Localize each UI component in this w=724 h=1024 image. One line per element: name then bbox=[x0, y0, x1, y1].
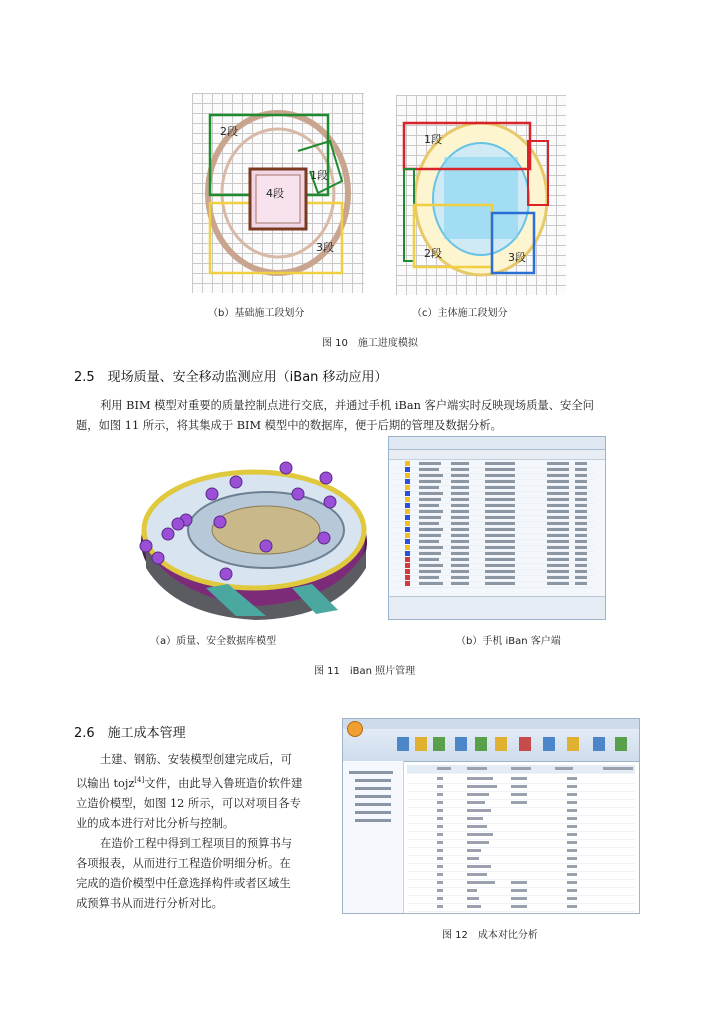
toolbar-icon bbox=[519, 737, 531, 751]
paragraph-line: 土建、钢筋、安装模型创建完成后，可 bbox=[100, 753, 293, 766]
stage-3-label: 3段 bbox=[508, 251, 526, 264]
paragraph-text: 文件，由此导入鲁班造价软件建 bbox=[144, 776, 303, 790]
paragraph-line: 成预算书从而进行分析对比。 bbox=[76, 896, 223, 910]
fig12-caption: 图 12 成本对比分析 bbox=[442, 930, 538, 941]
toolbar-icon bbox=[567, 737, 579, 751]
stage-1-label: 1段 bbox=[310, 169, 328, 182]
fig10-caption: 图 10 施工进度模拟 bbox=[322, 338, 418, 349]
toolbar-icon bbox=[495, 737, 507, 751]
fig10-sub-b-caption: （b）基础施工段划分 bbox=[208, 308, 305, 319]
toolbar-icon bbox=[415, 737, 427, 751]
section-2-5-heading: 2.5 现场质量、安全移动监测应用（iBan 移动应用） bbox=[74, 370, 388, 385]
software-ribbon bbox=[343, 719, 639, 762]
foundation-stage-figure bbox=[192, 93, 364, 293]
stage-4-label: 4段 bbox=[266, 187, 284, 200]
app-logo-icon bbox=[347, 721, 363, 737]
cost-software-screenshot bbox=[342, 718, 640, 914]
window-title-bar bbox=[389, 437, 605, 450]
section-2-6-heading: 2.6 施工成本管理 bbox=[74, 726, 186, 741]
section-2-6-paragraph bbox=[76, 750, 326, 914]
main-structure-stage-drawing bbox=[396, 95, 566, 295]
table-header bbox=[389, 450, 605, 460]
main-structure-stage-figure bbox=[396, 95, 566, 295]
toolbar-icon bbox=[593, 737, 605, 751]
toolbar-icon bbox=[475, 737, 487, 751]
stage-3-label: 3段 bbox=[316, 241, 334, 254]
citation-ref: [4] bbox=[134, 776, 145, 784]
fig11-caption: 图 11 iBan 照片管理 bbox=[314, 666, 416, 677]
stage-2-label: 2段 bbox=[424, 247, 442, 260]
project-tree bbox=[343, 761, 404, 913]
paragraph-line: 完成的造价模型中任意选择构件或者区域生 bbox=[76, 876, 291, 890]
paragraph-text: 以输出 tojz bbox=[76, 776, 135, 790]
toolbar-icon bbox=[615, 737, 627, 751]
toolbar-icon bbox=[455, 737, 467, 751]
iban-client-screenshot bbox=[388, 436, 606, 620]
section-2-5-paragraph bbox=[76, 396, 648, 436]
paragraph-line bbox=[76, 770, 326, 794]
toolbar-icon bbox=[433, 737, 445, 751]
stage-2-label: 2段 bbox=[220, 125, 238, 138]
paragraph-line: 在造价工程中得到工程项目的预算书与 bbox=[100, 836, 293, 850]
toolbar-icon bbox=[397, 737, 409, 751]
quality-safety-model-figure bbox=[116, 438, 374, 620]
paragraph-line: 各项报表，从而进行工程造价明细分析。在 bbox=[76, 856, 291, 870]
toolbar-icon bbox=[543, 737, 555, 751]
fig11-sub-a-caption: （a）质量、安全数据库模型 bbox=[150, 636, 277, 647]
fig11-sub-b-caption: （b）手机 iBan 客户端 bbox=[456, 636, 561, 647]
paragraph-line: 题，如图 11 所示，将其集成于 BIM 模型中的数据库，便于后期的管理及数据分析。 bbox=[76, 419, 502, 432]
fig10-sub-c-caption: （c）主体施工段划分 bbox=[412, 308, 508, 319]
paragraph-line: 业的成本进行对比分析与控制。 bbox=[76, 816, 235, 830]
window-footer bbox=[389, 596, 605, 619]
table-body bbox=[389, 461, 605, 593]
stage-1-label: 1段 bbox=[424, 133, 442, 146]
stadium-3d-model bbox=[116, 438, 374, 620]
paragraph-line: 立造价模型，如图 12 所示，可以对项目各专 bbox=[76, 796, 301, 810]
paragraph-line: 利用 BIM 模型对重要的质量控制点进行交底，并通过手机 iBan 客户端实时反映现场质量、安全问 bbox=[100, 399, 594, 412]
